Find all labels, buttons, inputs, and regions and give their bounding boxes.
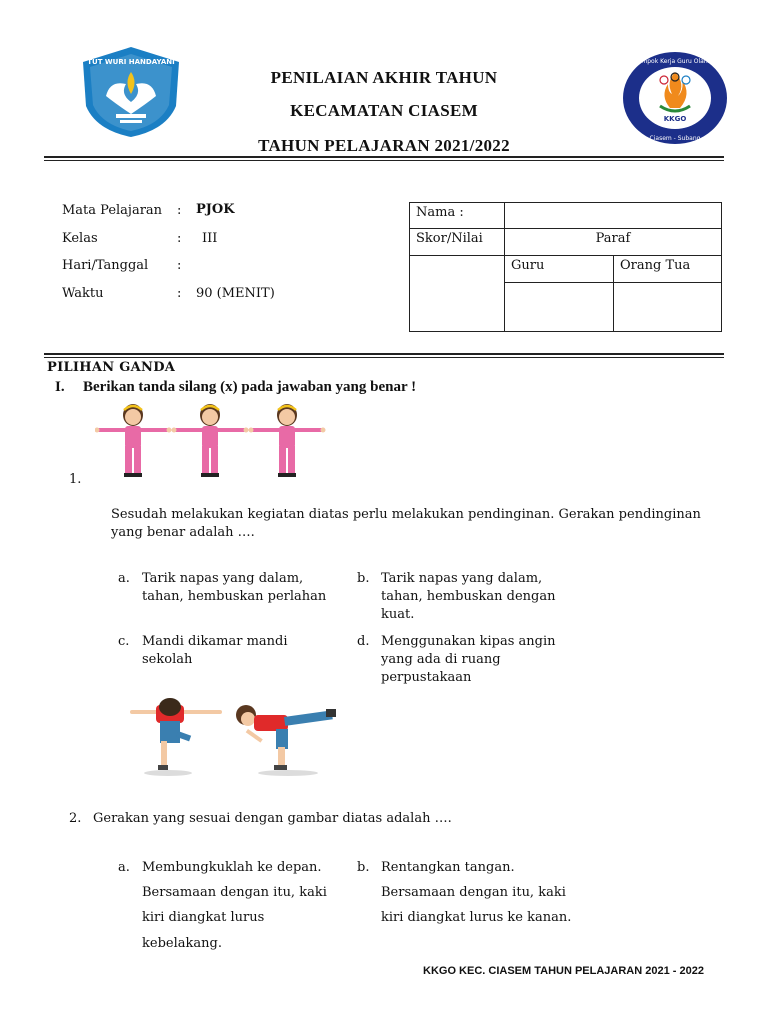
q1-option-a[interactable]: [118, 570, 328, 610]
svg-text:Ciasem - Subang: Ciasem - Subang: [649, 135, 701, 142]
colon: :: [177, 203, 182, 218]
title-line-3: TAHUN PELAJARAN 2021/2022: [258, 136, 510, 155]
guru-cell: Guru: [505, 256, 614, 283]
kkgo-logo: [620, 50, 730, 146]
q1-option-c[interactable]: [118, 633, 328, 673]
option-letter: d.: [357, 634, 370, 649]
svg-text:Kelompok Kerja Guru Olahraga: Kelompok Kerja Guru Olahraga: [628, 58, 722, 65]
section-divider-thin: [44, 357, 724, 358]
option-letter: b.: [357, 860, 370, 875]
option-line: sekolah: [142, 652, 193, 667]
stretching-girls-illustration: [95, 400, 327, 482]
guru-signature-cell[interactable]: [505, 283, 614, 332]
score-table: [409, 202, 722, 332]
svg-text:KKGO: KKGO: [663, 115, 687, 123]
section-title: PILIHAN GANDA: [47, 360, 176, 375]
option-line: Bersamaan dengan itu, kaki: [142, 885, 327, 900]
option-line: kuat.: [381, 607, 415, 622]
option-line: kiri diangkat lurus ke kanan.: [381, 910, 572, 925]
q2-text: Gerakan yang sesuai dengan gambar diatas adalah ….: [93, 811, 452, 826]
q2-option-b[interactable]: [357, 855, 587, 935]
q1-number: 1.: [69, 472, 82, 487]
option-line: Bersamaan dengan itu, kaki: [381, 885, 566, 900]
option-line: Mandi dikamar mandi: [142, 634, 288, 649]
option-line: perpustakaan: [381, 670, 472, 685]
option-line: tahan, hembuskan perlahan: [142, 589, 327, 604]
option-line: yang ada di ruang: [381, 652, 501, 667]
kelas-value: III: [202, 231, 218, 246]
option-letter: b.: [357, 571, 370, 586]
q1-option-b[interactable]: [357, 570, 567, 626]
nama-cell: Nama :: [410, 203, 505, 229]
q2-number: 2.: [69, 811, 82, 826]
option-line: Menggunakan kipas angin: [381, 634, 556, 649]
mapel-value: PJOK: [196, 202, 235, 217]
colon: :: [177, 286, 182, 301]
q2-option-a[interactable]: [118, 855, 338, 955]
mapel-label: Mata Pelajaran: [62, 203, 163, 218]
hari-label: Hari/Tanggal: [62, 258, 149, 273]
section-instruction: Berikan tanda silang (x) pada jawaban yang benar !: [83, 379, 417, 395]
title-line-2: KECAMATAN CIASEM: [290, 101, 478, 120]
orang-tua-signature-cell[interactable]: [614, 283, 722, 332]
section-divider-thick: [44, 353, 724, 355]
paraf-cell: Paraf: [505, 229, 722, 256]
svg-text:TUT WURI HANDAYANI: TUT WURI HANDAYANI: [87, 58, 175, 66]
balance-pose-illustration: [128, 693, 350, 781]
option-line: Membungkuklah ke depan.: [142, 860, 322, 875]
kelas-label: Kelas: [62, 231, 98, 246]
option-line: Rentangkan tangan.: [381, 860, 515, 875]
waktu-value: 90 (MENIT): [196, 286, 275, 301]
q1-option-d[interactable]: [357, 633, 567, 689]
section-roman: I.: [55, 379, 65, 395]
header-divider-thin: [44, 160, 724, 161]
waktu-label: Waktu: [62, 286, 104, 301]
option-line: Tarik napas yang dalam,: [381, 571, 543, 586]
option-line: kiri diangkat lurus: [142, 910, 265, 925]
option-letter: a.: [118, 860, 130, 875]
footer-text: KKGO KEC. CIASEM TAHUN PELAJARAN 2021 - 2022: [423, 965, 704, 977]
option-line: kebelakang.: [142, 936, 222, 951]
skor-cell: Skor/Nilai: [410, 229, 505, 256]
nama-input-cell[interactable]: [505, 203, 722, 229]
header-divider-thick: [44, 156, 724, 158]
tut-wuri-handayani-logo: [76, 44, 186, 140]
option-letter: c.: [118, 634, 130, 649]
colon: :: [177, 258, 182, 273]
option-letter: a.: [118, 571, 130, 586]
orang-tua-cell: Orang Tua: [614, 256, 722, 283]
title-line-1: PENILAIAN AKHIR TAHUN: [270, 68, 498, 87]
skor-input-cell[interactable]: [410, 256, 505, 332]
option-line: tahan, hembuskan dengan: [381, 589, 556, 604]
option-line: Tarik napas yang dalam,: [142, 571, 304, 586]
colon: :: [177, 231, 182, 246]
q1-text: Sesudah melakukan kegiatan diatas perlu melakukan pendinginan. Gerakan pendinginan yang benar adalah ….: [111, 507, 701, 540]
